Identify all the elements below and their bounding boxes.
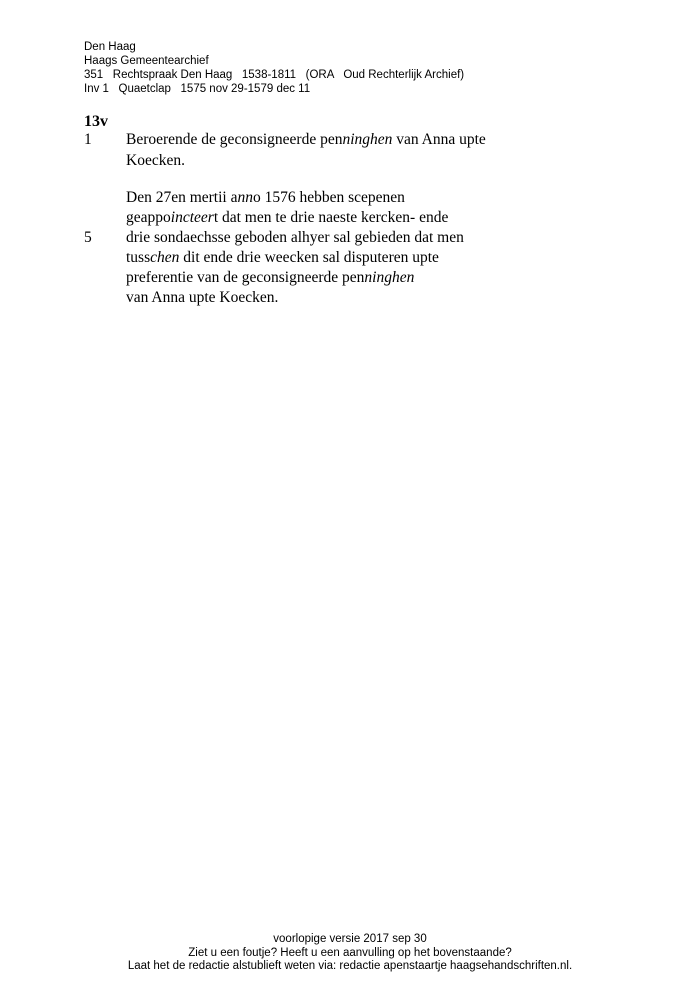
text-segment: drie sondaechsse geboden alhyer sal gebieden dat men xyxy=(126,229,464,246)
folio-number: 13v xyxy=(84,113,108,130)
expanded-abbreviation: incteer xyxy=(170,209,214,226)
text-segment: van Anna upte Koecken. xyxy=(126,289,279,306)
line-text xyxy=(126,248,439,268)
expanded-abbreviation: chen xyxy=(150,249,180,266)
header-collection: 351 Rechtspraak Den Haag 1538-1811 (ORA Oud Rechterlijk Archief) xyxy=(84,69,465,81)
expanded-abbreviation: ninghen xyxy=(342,131,393,148)
header-city: Den Haag xyxy=(84,41,136,53)
text-segment: t dat men te drie naeste kercken- ende xyxy=(213,209,449,226)
text-segment: Koecken. xyxy=(126,152,185,169)
footer-question: Ziet u een foutje? Heeft u een aanvulling op het bovenstaande? xyxy=(188,946,512,959)
line-text xyxy=(126,130,486,150)
text-segment: Beroerende de geconsigneerde pen xyxy=(126,131,343,148)
header-inventory: Inv 1 Quaetclap 1575 nov 29-1579 dec 11 xyxy=(84,83,311,95)
line-text xyxy=(126,208,448,228)
text-segment: preferentie van de geconsigneerde pen xyxy=(126,269,365,286)
text-segment: Den 27en mertii a xyxy=(126,189,238,206)
text-segment: tuss xyxy=(126,249,151,266)
footer-contact: Laat het de redactie alstublieft weten via: redactie apenstaartje haagsehandschriften.nl. xyxy=(127,960,573,972)
line-text xyxy=(126,228,464,248)
archive-header xyxy=(84,40,464,96)
line-text xyxy=(126,268,414,288)
footer-version: voorlopige versie 2017 sep 30 xyxy=(273,933,427,945)
line-text xyxy=(126,288,278,308)
line-text xyxy=(126,151,185,171)
line-number: 5 xyxy=(84,229,92,246)
text-segment: van Anna upte xyxy=(392,131,486,148)
expanded-abbreviation: nn xyxy=(237,189,253,206)
text-segment: o 1576 hebben scepenen xyxy=(252,189,405,206)
text-segment: geappo xyxy=(126,209,171,226)
line-number: 1 xyxy=(84,131,92,148)
header-archive: Haags Gemeentearchief xyxy=(84,55,209,67)
line-text xyxy=(126,188,405,208)
page-footer xyxy=(0,933,700,974)
expanded-abbreviation: ninghen xyxy=(364,269,415,286)
text-segment: dit ende drie weecken sal disputeren upte xyxy=(179,249,439,266)
